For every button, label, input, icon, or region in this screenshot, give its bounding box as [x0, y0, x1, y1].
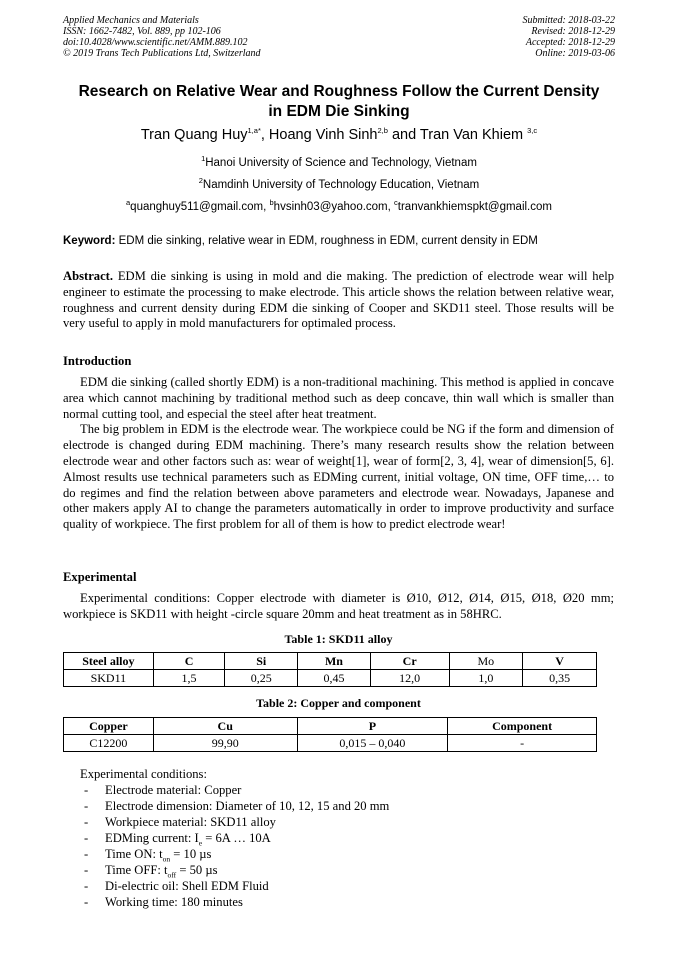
journal-copyright: © 2019 Trans Tech Publications Ltd, Switzerland: [63, 48, 261, 59]
keyword-text: EDM die sinking, relative wear in EDM, roughness in EDM, current density in EDM: [115, 235, 538, 247]
keywords: [63, 235, 623, 247]
introduction-heading: Introduction: [63, 354, 132, 368]
table-2-caption: Table 2: Copper and component: [256, 696, 421, 710]
table-header-cell: P: [297, 718, 448, 735]
list-bullet: -: [84, 783, 89, 797]
table-2: [63, 717, 597, 752]
toff-label: Time OFF: t: [105, 863, 168, 877]
table-row: [64, 735, 597, 752]
table-row: [64, 670, 597, 687]
table-header-cell: Steel alloy: [64, 653, 154, 670]
date-accepted: Accepted: 2018-12-29: [525, 37, 615, 48]
table-cell: C12200: [64, 735, 154, 752]
table-cell: 12,0: [370, 670, 449, 687]
experimental-body: [63, 591, 614, 623]
list-item-text: [105, 862, 217, 878]
list-bullet: -: [84, 895, 89, 909]
email-a: quanghuy511@gmail.com,: [130, 201, 270, 213]
list-item-text: Electrode dimension: Diameter of 10, 12, 15 and 20 mm: [105, 799, 390, 813]
author-3: and Tran Van Khiem: [387, 127, 528, 143]
author-2-mark: 2,b: [377, 126, 388, 136]
table-1: [63, 652, 597, 687]
date-revised: Revised: 2018-12-29: [531, 26, 615, 37]
introduction-body: [63, 375, 614, 533]
table-cell: 0,45: [298, 670, 371, 687]
title-line-2: in EDM Die Sinking: [268, 103, 410, 120]
list-item-text: [105, 846, 211, 862]
author-3-mark: 3,c: [527, 126, 538, 136]
list-bullet: -: [84, 799, 89, 813]
date-online: Online: 2019-03-06: [535, 48, 615, 59]
affiliation-1: [63, 154, 615, 169]
author-1: Tran Quang Huy: [140, 127, 248, 143]
experimental-heading: Experimental: [63, 570, 137, 584]
journal-info: [63, 15, 261, 59]
table-header-cell: C: [153, 653, 225, 670]
journal-name: Applied Mechanics and Materials: [63, 15, 199, 26]
affiliation-1-text: Hanoi University of Science and Technology, Vietnam: [205, 157, 477, 169]
table-header-cell: V: [523, 653, 597, 670]
list-item-text: Di-electric oil: Shell EDM Fluid: [105, 879, 269, 893]
table-cell: 0,35: [523, 670, 597, 687]
author-list: [63, 127, 615, 143]
table-cell: SKD11: [64, 670, 154, 687]
email-b-mark: b: [269, 198, 274, 208]
toff-value: = 50 µs: [176, 863, 218, 877]
date-submitted: Submitted: 2018-03-22: [522, 15, 615, 26]
table-header-cell: Si: [225, 653, 298, 670]
table-header-cell: Mo: [449, 653, 523, 670]
ton-value: = 10 µs: [170, 847, 212, 861]
affiliation-2: [63, 176, 615, 191]
list-bullet: -: [84, 863, 89, 877]
email-c: tranvankhiemspkt@gmail.com: [397, 201, 552, 213]
author-1-mark: 1,a*: [247, 126, 261, 136]
table-header-cell: Cu: [153, 718, 297, 735]
ton-subscript: on: [162, 854, 171, 864]
email-c-mark: c: [394, 198, 398, 208]
current-label: EDMing current: I: [105, 831, 199, 845]
affiliation-1-mark: 1: [201, 154, 206, 164]
list-bullet: -: [84, 879, 89, 893]
current-subscript: e: [198, 838, 203, 848]
list-item-text: Electrode material: Copper: [105, 783, 242, 797]
abstract: [63, 269, 614, 332]
table-cell: 99,90: [153, 735, 297, 752]
affiliation-2-mark: 2: [198, 176, 203, 186]
abstract-label: Abstract.: [63, 269, 114, 283]
toff-subscript: off: [167, 870, 177, 880]
paper-title: [63, 82, 615, 122]
table-cell: -: [448, 735, 597, 752]
journal-doi: doi:10.4028/www.scientific.net/AMM.889.102: [63, 37, 248, 48]
introduction-paragraph-1: EDM die sinking (called shortly EDM) is a non-traditional machining. This method is applied in concave area which cannot machining by traditional method such as deep concave, thin wall which is smaller than normal cutting tool, and especial the steel after heat treatment.: [63, 375, 614, 421]
table-header-cell: Copper: [64, 718, 154, 735]
list-bullet: -: [84, 815, 89, 829]
table-header-cell: Cr: [370, 653, 449, 670]
introduction-paragraph-2: The big problem in EDM is the electrode wear. The workpiece could be NG if the form and dimension of electrode is changed during EDM machining. There’s many research results show the relation between electrode wear and other factors such as: wear of weight[1], wear of form[2, 3, 4], wear of dimension[5, 6]. Almost results use technical parameters such as EDMing current, initial voltage, ON time, OFF time,… to do regimes and find the relation between above parameters and electrode wear. Nowadays, Japanese and other makers apply AI to change the parameters automatically in order to improve productivity and surface quality of workpiece. The first problem for all of them is how to predict electrode wear!: [63, 422, 614, 532]
list-item-text: [105, 830, 271, 846]
list-bullet: -: [84, 847, 89, 861]
table-cell: 1,5: [153, 670, 225, 687]
table-1-caption: Table 1: SKD11 alloy: [284, 632, 393, 646]
ton-label: Time ON: t: [105, 847, 163, 861]
keyword-label: Keyword:: [63, 235, 116, 247]
email-a-mark: a: [126, 198, 131, 208]
list-item-text: Workpiece material: SKD11 alloy: [105, 815, 276, 829]
table-cell: 1,0: [449, 670, 523, 687]
list-bullet: -: [84, 831, 89, 845]
title-line-1: Research on Relative Wear and Roughness Follow the Current Density: [78, 83, 600, 100]
submission-dates: [523, 15, 616, 59]
experimental-paragraph-1: Experimental conditions: Copper electrode with diameter is Ø10, Ø12, Ø14, Ø15, Ø18, Ø20 mm; workpiece is SKD11 with height -circle square 20mm and heat treatment as in 58HRC.: [63, 591, 614, 621]
table-row: [64, 718, 597, 735]
email-b: hvsinh03@yahoo.com,: [273, 201, 395, 213]
table-row: [64, 653, 597, 670]
author-emails: [63, 198, 615, 213]
author-2: , Hoang Vinh Sinh: [260, 127, 378, 143]
table-cell: 0,25: [225, 670, 298, 687]
abstract-text: EDM die sinking is using in mold and die making. The prediction of electrode wear will help engineer to estimate the processing to make electrode. This article shows the relation between relative wear, roughness and current density during EDM die sinking of Cooper and SKD11 steel. Those results will be very useful to apply in mold manufacturers for optimaled process.: [63, 269, 614, 331]
table-cell: 0,015 – 0,040: [297, 735, 448, 752]
affiliation-2-text: Namdinh University of Technology Education, Vietnam: [202, 179, 480, 191]
current-value: = 6A … 10A: [202, 831, 271, 845]
table-header-cell: Component: [448, 718, 597, 735]
journal-issn: ISSN: 1662-7482, Vol. 889, pp 102-106: [63, 26, 221, 37]
table-header-cell: Mn: [298, 653, 371, 670]
list-intro-text: Experimental conditions:: [80, 767, 207, 781]
list-item-text: Working time: 180 minutes: [105, 895, 243, 909]
